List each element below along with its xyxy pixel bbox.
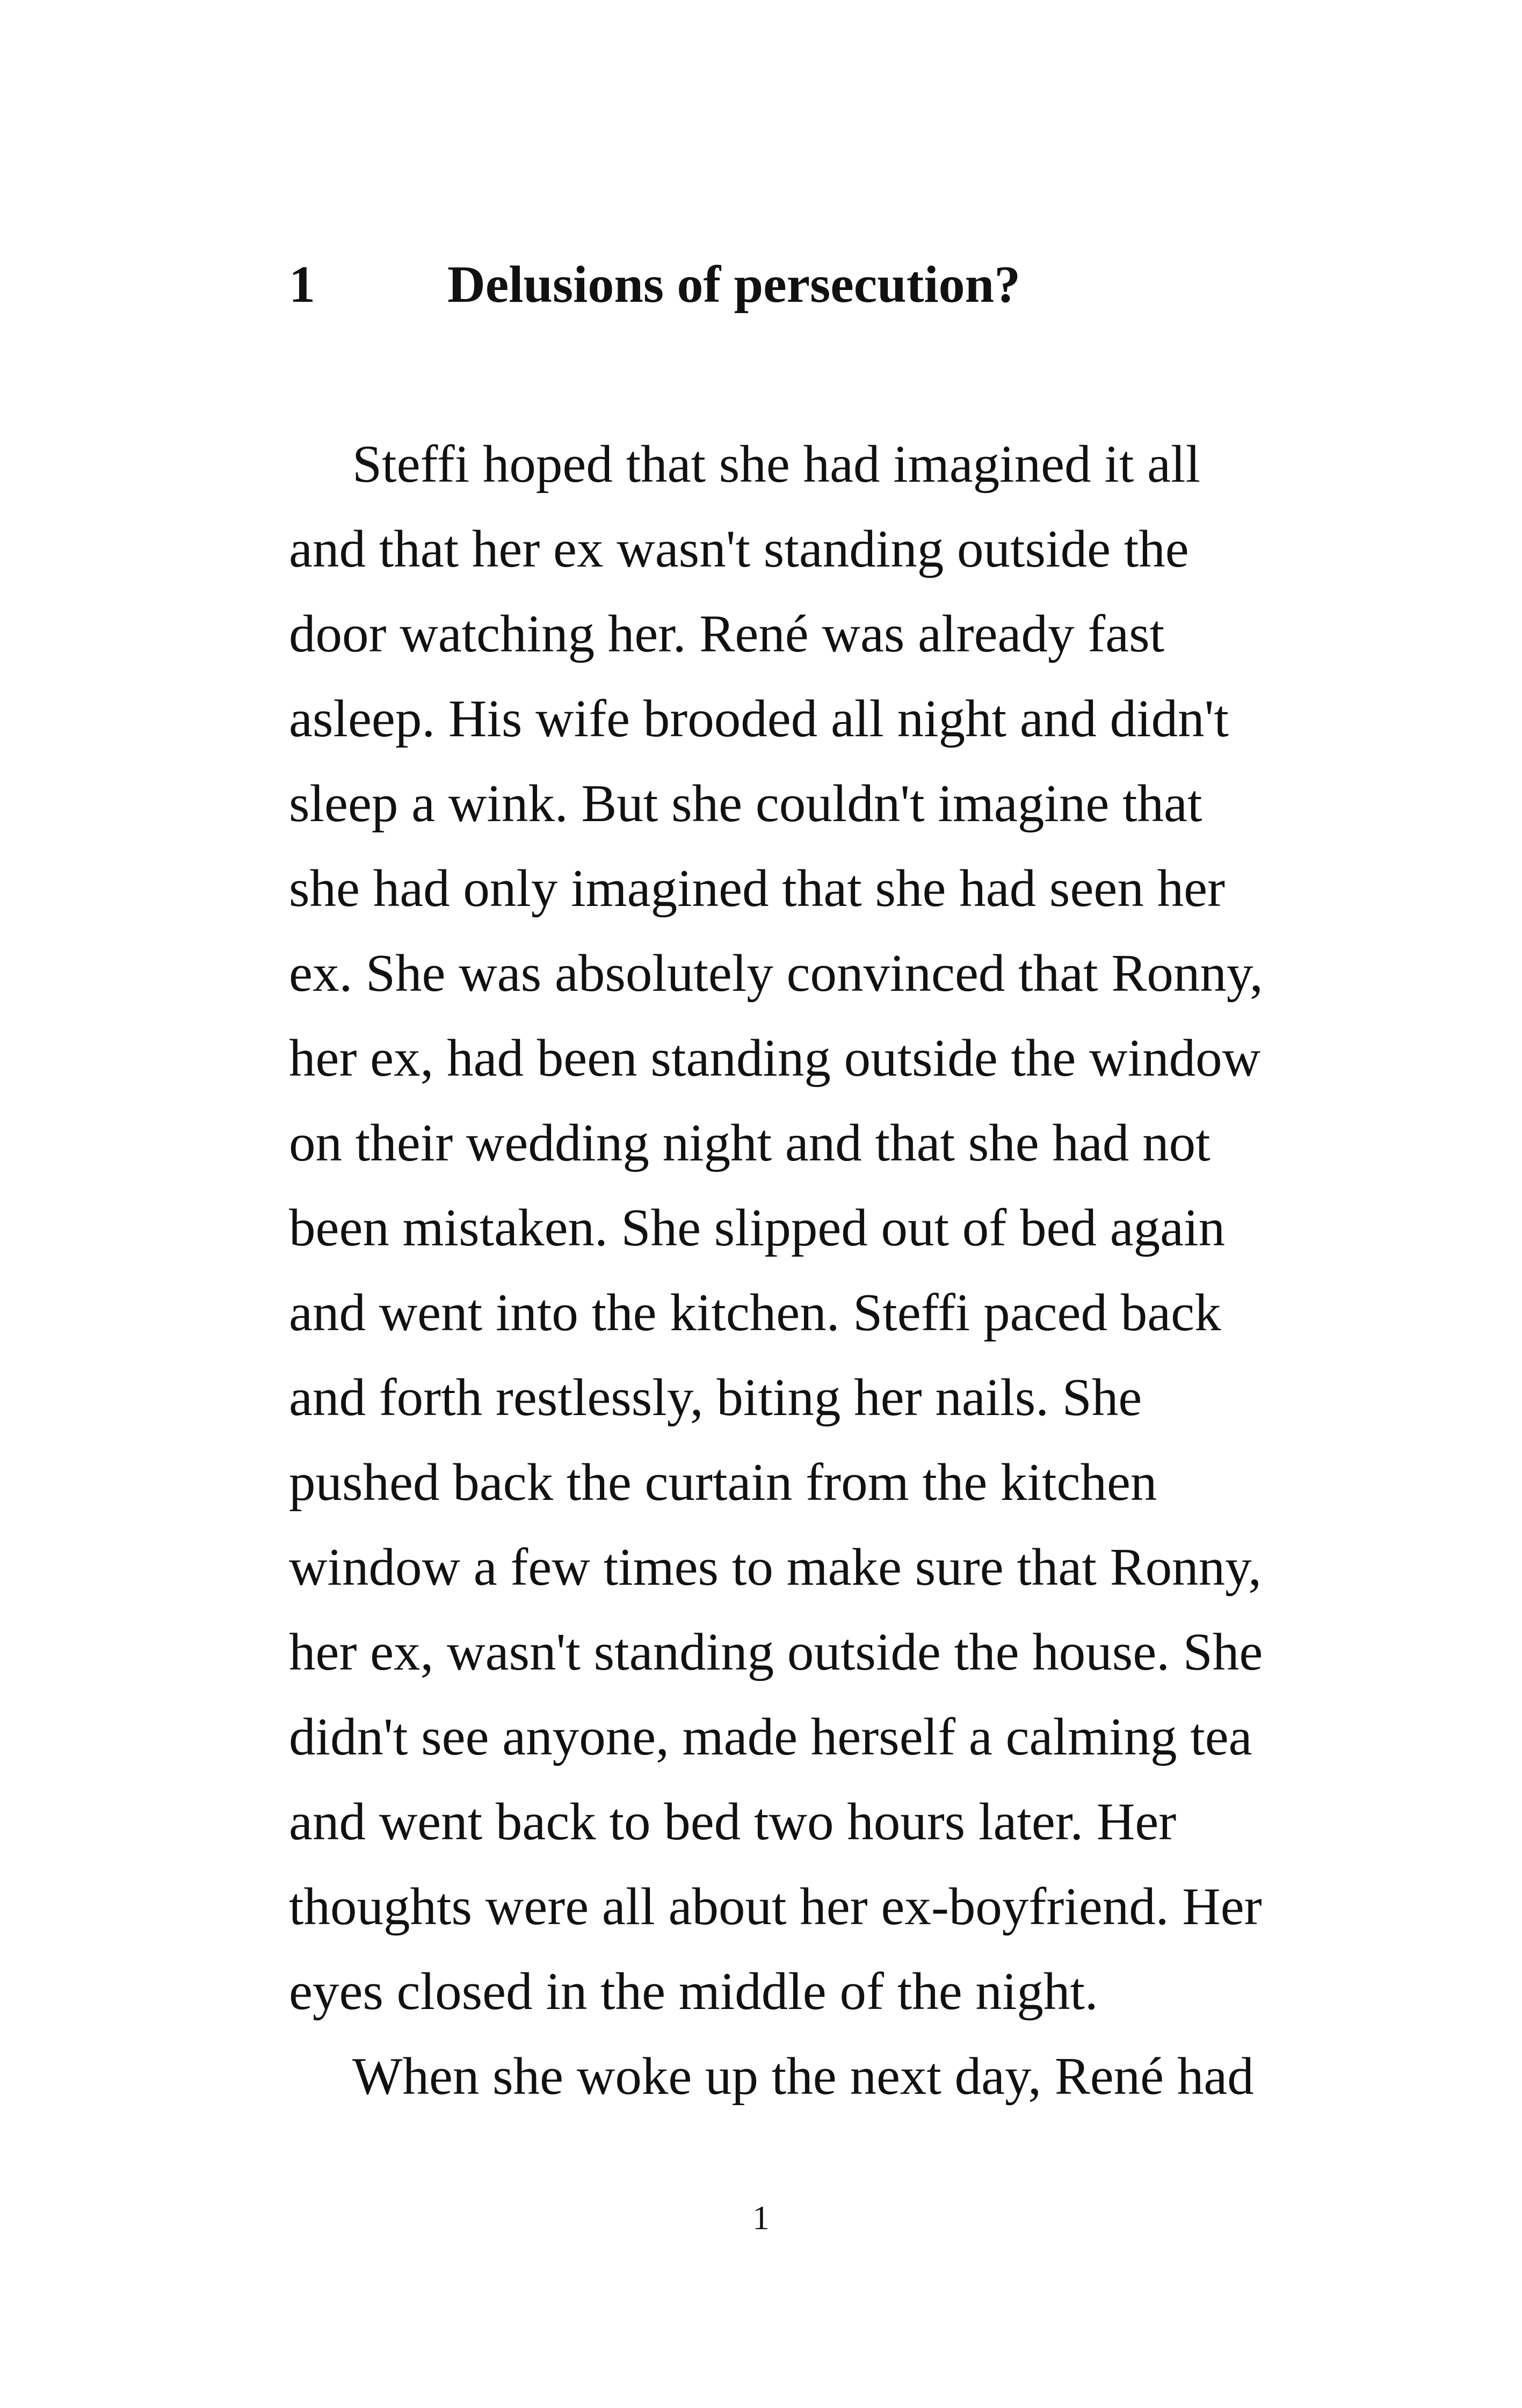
body-line: and forth restlessly, biting her nails. She <box>289 1368 1142 1427</box>
body-line: door watching her. René was already fast <box>289 605 1165 663</box>
body-line: When she woke up the next day, René had <box>352 2047 1254 2106</box>
chapter-number: 1 <box>289 256 315 314</box>
body-line: asleep. His wife brooded all night and didn't <box>289 690 1229 748</box>
page-number: 1 <box>752 2199 770 2237</box>
body-text <box>289 422 1331 2119</box>
body-line: been mistaken. She slipped out of bed again <box>289 1199 1226 1257</box>
body-line: she had only imagined that she had seen her <box>289 859 1225 918</box>
body-line: and that her ex wasn't standing outside the <box>289 520 1189 578</box>
body-line: on their wedding night and that she had not <box>289 1114 1211 1172</box>
body-line: window a few times to make sure that Ronny, <box>289 1538 1262 1597</box>
body-line: sleep a wink. But she couldn't imagine that <box>289 774 1202 833</box>
body-line: didn't see anyone, made herself a calming tea <box>289 1708 1252 1766</box>
body-line: ex. She was absolutely convinced that Ronny, <box>289 944 1263 1003</box>
body-line: her ex, had been standing outside the window <box>289 1029 1261 1087</box>
body-line: thoughts were all about her ex-boyfriend. Her <box>289 1877 1262 1936</box>
body-line: pushed back the curtain from the kitchen <box>289 1453 1157 1512</box>
body-line: Steffi hoped that she had imagined it all <box>352 435 1201 494</box>
body-line: eyes closed in the middle of the night. <box>289 1962 1098 2021</box>
body-line: her ex, wasn't standing outside the house. She <box>289 1623 1263 1681</box>
chapter-title: Delusions of persecution? <box>447 256 1021 314</box>
body-line: and went back to bed two hours later. Her <box>289 1793 1177 1851</box>
body-line: and went into the kitchen. Steffi paced back <box>289 1283 1221 1342</box>
